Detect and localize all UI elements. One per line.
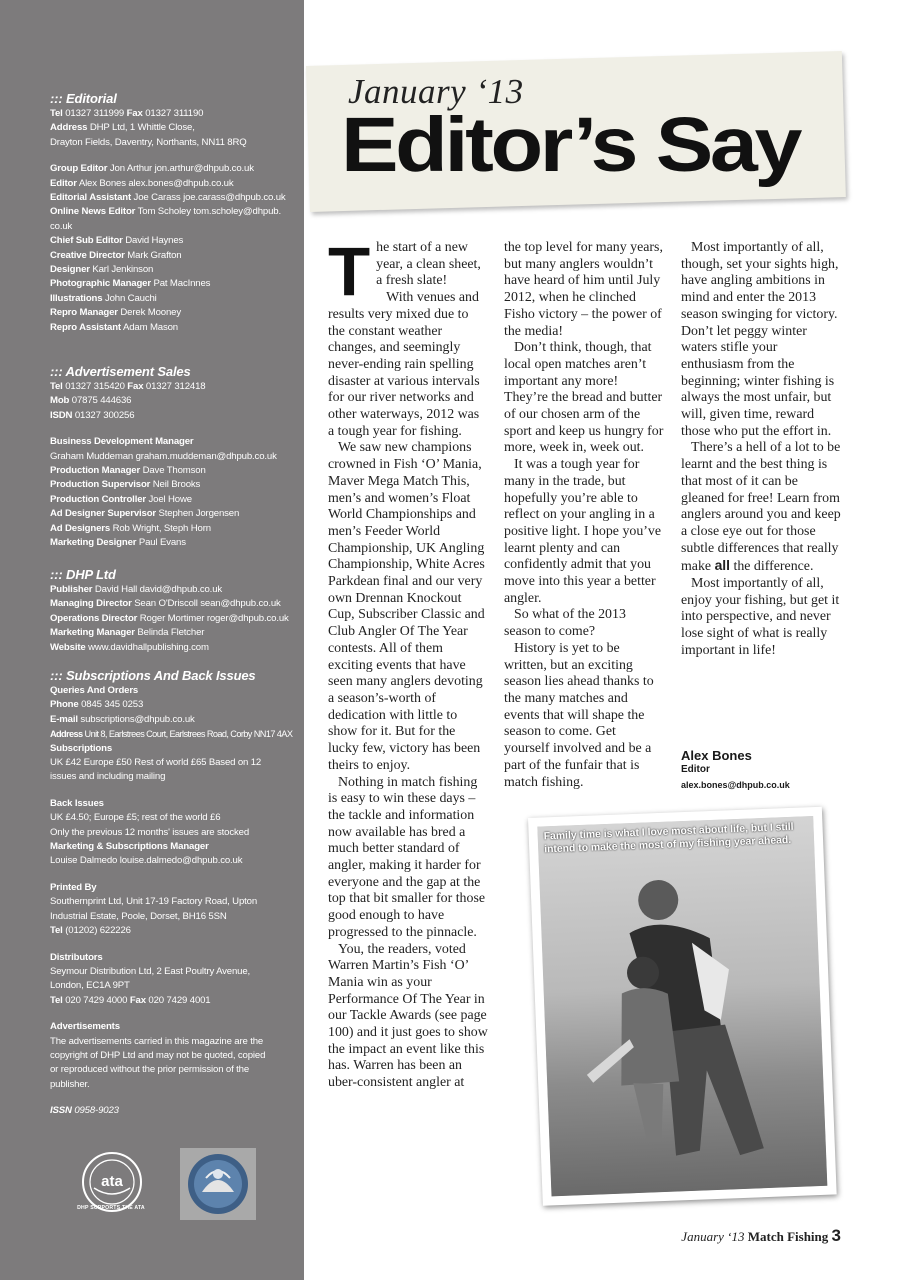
subscriptions-heading: ::: Subscriptions And Back Issues (50, 668, 256, 683)
author-role: Editor (681, 764, 710, 775)
ad-sales-tel-fax: Tel 01327 315420 Fax 01327 312418 (50, 381, 206, 392)
msm-name: Louise Dalmedo louise.dalmedo@dhpub.co.uk (50, 855, 243, 867)
paragraph: Don’t think, though, that local open matches aren’t important any more! They’re the bread and butter of our chosen arm of the sport and keep us hungry for more, week in, week out. (504, 340, 664, 456)
paragraph: You, the readers, voted Warren Martin’s Fish ‘O’ Mania win as your Performance Of The Year in our Tackle Awards (see page 100) and it just goes to show the impact an event like this has. Warren has been an uber-consistent angler at (328, 941, 488, 1091)
credit-row: Ad Designer Supervisor Stephen Jorgensen (50, 508, 240, 520)
credit-row: Designer Karl Jenkinson (50, 264, 154, 276)
credit-row: Marketing Manager Belinda Fletcher (50, 627, 205, 639)
back-issues-note: Only the previous 12 months' issues are stocked (50, 826, 250, 838)
subs-email: E-mail subscriptions@dhpub.co.uk (50, 713, 195, 725)
printed-tel: Tel (01202) 622226 (50, 925, 131, 937)
credit-row: Photographic Manager Pat MacInnes (50, 278, 211, 290)
ad-sales-section (50, 364, 300, 550)
staff-list (50, 162, 300, 335)
dhp-heading: ::: DHP Ltd (50, 567, 116, 582)
ad-sales-mob: Mob 07875 444636 (50, 395, 132, 407)
credit-row: Managing Director Sean O'Driscoll sean@dhpub.co.uk (50, 598, 281, 610)
credit-row: Editorial Assistant Joe Carass joe.carass@dhpub.co.uk (50, 192, 286, 204)
column-1-paragraphs (328, 233, 488, 1092)
editorial-address: Address DHP Ltd, 1 Whittle Close, (50, 122, 195, 134)
paragraph: Most importantly of all, though, set your sights high, have angling ambitions in mind and enter the 2013 season swinging for victory. Don’t let peggy winter waters stifle your enthusiasm from the beginning; winter fishing is always the most unfair, but will, given time, reward those who put the effort in. (681, 240, 839, 439)
credit-row: Creative Director Mark Grafton (50, 249, 182, 261)
credit-row: Online News Editor Tom Scholey tom.scholey@dhpub. (50, 206, 281, 218)
queries-label: Queries And Orders (50, 685, 139, 696)
credit-row: Website www.davidhallpublishing.com (50, 641, 209, 653)
family-photo (537, 816, 827, 1196)
subscriptions-label: Subscriptions (50, 742, 113, 754)
msm-label: Marketing & Subscriptions Manager (50, 841, 209, 853)
printed-line1: Southernprint Ltd, Unit 17-19 Factory Road, Upton (50, 896, 258, 908)
subs-phone: Phone 0845 345 0253 (50, 699, 144, 711)
ad-sales-heading: ::: Advertisement Sales (50, 364, 191, 379)
subs-address: Address Unit 8, Earlstrees Court, Earlstrees Road, Corby NN17 4AX (50, 729, 293, 740)
paragraph: he start of a new year, a clean sheet, a fresh slate! (376, 240, 481, 289)
page-number: 3 (831, 1226, 841, 1245)
distributors-line1: Seymour Distribution Ltd, 2 East Poultry Avenue, (50, 965, 251, 977)
credit-row: Chief Sub Editor David Haynes (50, 235, 184, 247)
issue-month: January ‘13 (348, 72, 524, 111)
back-issues-label: Back Issues (50, 797, 104, 809)
column-2-paragraphs (504, 240, 664, 791)
credit-row: Marketing Designer Paul Evans (50, 537, 186, 549)
bdm-label: Business Development Manager (50, 436, 194, 448)
author-email: alex.bones@dhpub.co.uk (681, 780, 790, 790)
article-column-3 (681, 240, 841, 660)
photo-caption: Family time is what I love most about life, but I still intend to make the most of my fishing year ahead. (543, 821, 794, 856)
footer-magazine: Match Fishing (747, 1229, 829, 1244)
drop-cap: T (328, 233, 371, 310)
dhp-list (50, 583, 300, 655)
article-column-1 (328, 233, 488, 1092)
editorial-heading: ::: Editorial (50, 91, 117, 106)
bdm-name: Graham Muddeman graham.muddeman@dhpub.co.uk (50, 450, 277, 462)
page-footer (681, 1226, 841, 1246)
paragraph: It was a tough year for many in the trade, but hopefully you’re able to reflect on your angling in a positive light. I hope you’ve learnt plenty and can confidently admit that you move into this year a better angler. (504, 457, 662, 606)
footer-month: January ‘13 (681, 1229, 745, 1244)
credit-row: Production Manager Dave Thomson (50, 465, 206, 477)
advertisements-line1: The advertisements carried in this magazine are the (50, 1035, 264, 1047)
credit-row: Production Controller Joel Howe (50, 493, 192, 505)
subscriptions-section (50, 668, 300, 1119)
advertisements-line2: copyright of DHP Ltd and may not be quoted, copied (50, 1049, 266, 1061)
printed-line2: Industrial Estate, Poole, Dorset, BH16 5SN (50, 910, 227, 922)
paragraph: There’s a hell of a lot to be learnt and the best thing is that most of it can be gleaned for free! Learn from anglers around you and keep a close eye out for those subtle differences that really make all the difference. (681, 440, 841, 575)
ata-caption: DHP SUPPORTS THE ATA (77, 1205, 145, 1211)
page-title: Editor’s Say (341, 102, 800, 188)
subscriptions-prices: UK £42 Europe £50 Rest of world £65 Based on 12 (50, 757, 262, 769)
paragraph: Most importantly of all, enjoy your fishing, but get it into perspective, and never lose sight of what is really important in life! (681, 576, 840, 658)
paragraph: We saw new champions crowned in Fish ‘O’ Mania, Maver Mega Match This, men’s and women’s Float World Championships and men’s Feeder World Championship, UK Angling Championship, White Acres Parkdean final and our very own Drennan Knockout Cup, Subscriber Classic and Club Angler Of The Year contests. All of them exciting events that have seen many anglers devoting a season’s-worth of dedication with little to show for it. But for the lucky few, victory has been theirs to enjoy. (328, 440, 485, 773)
photo-illustration (537, 816, 827, 1196)
paragraph: Nothing in match fishing is easy to win these days – the tackle and information now available has bred a much better standard of angler, making it harder for everyone and the gap at the top that bit smaller for those good enough to have progressed to the pinnacle. (328, 774, 486, 940)
business-list (50, 464, 300, 550)
angling-trust-badge (180, 1148, 256, 1220)
paragraph: So what of the 2013 season to come? (504, 607, 626, 640)
credit-row: Publisher David Hall david@dhpub.co.uk (50, 584, 223, 595)
credit-row: Editor Alex Bones alex.bones@dhpub.co.uk (50, 177, 234, 189)
paragraph: the top level for many years, but many anglers wouldn’t have heard of him until July 2012, when he clinched Fisho victory – the power of the media! (504, 240, 663, 339)
ata-logo-text: ata (101, 1173, 123, 1190)
article-column-2 (504, 240, 664, 791)
editorial-section (50, 91, 300, 335)
advertisements-line3: or reproduced without the prior permission of the (50, 1064, 250, 1076)
editorial-tel-fax: Tel 01327 311999 Fax 01327 311190 (50, 108, 204, 119)
credit-row: Repro Assistant Adam Mason (50, 321, 178, 333)
paragraph: History is yet to be written, but an exciting season lies ahead thanks to the many matches and events that will shape the season to come. Get yourself involved and be a part of the funfair that is match fishing. (504, 640, 654, 790)
signature (681, 748, 790, 792)
back-issues-prices: UK £4.50; Europe £5; rest of the world £6 (50, 812, 221, 824)
credit-row: Operations Director Roger Mortimer roger@dhpub.co.uk (50, 612, 289, 624)
paragraph: With venues and results very mixed due to the constant weather changes, and seemingly never-ending rain spelling disaster at various intervals for our river networks and other waterways, 2012 was a tough year for fishing. (328, 290, 480, 439)
distributors-line2: London, EC1A 9PT (50, 980, 130, 992)
distributors-label: Distributors (50, 951, 103, 963)
masthead-sidebar (0, 0, 304, 1280)
editorial-address-line2: Drayton Fields, Daventry, Northants, NN11 8RQ (50, 136, 247, 148)
photo-frame (528, 807, 837, 1206)
printed-label: Printed By (50, 881, 97, 893)
credit-row: Group Editor Jon Arthur jon.arthur@dhpub.co.uk (50, 163, 254, 175)
credit-row: Illustrations John Cauchi (50, 292, 157, 304)
advertisements-line4: publisher. (50, 1078, 90, 1090)
badge-emblem-icon (180, 1148, 256, 1220)
credit-row: Production Supervisor Neil Brooks (50, 479, 201, 491)
credit-row: co.uk (50, 220, 73, 232)
credit-row: Repro Manager Derek Mooney (50, 307, 181, 319)
subscriptions-prices-line2: issues and including mailing (50, 771, 166, 783)
dhp-section (50, 567, 300, 655)
author-name: Alex Bones (681, 748, 752, 763)
issn: ISSN 0958-9023 (50, 1105, 119, 1117)
advertisements-label: Advertisements (50, 1021, 120, 1033)
distributors-tel-fax: Tel 020 7429 4000 Fax 020 7429 4001 (50, 994, 211, 1006)
ad-sales-isdn: ISDN 01327 300256 (50, 409, 135, 421)
credit-row: Ad Designers Rob Wright, Steph Horn (50, 522, 211, 534)
